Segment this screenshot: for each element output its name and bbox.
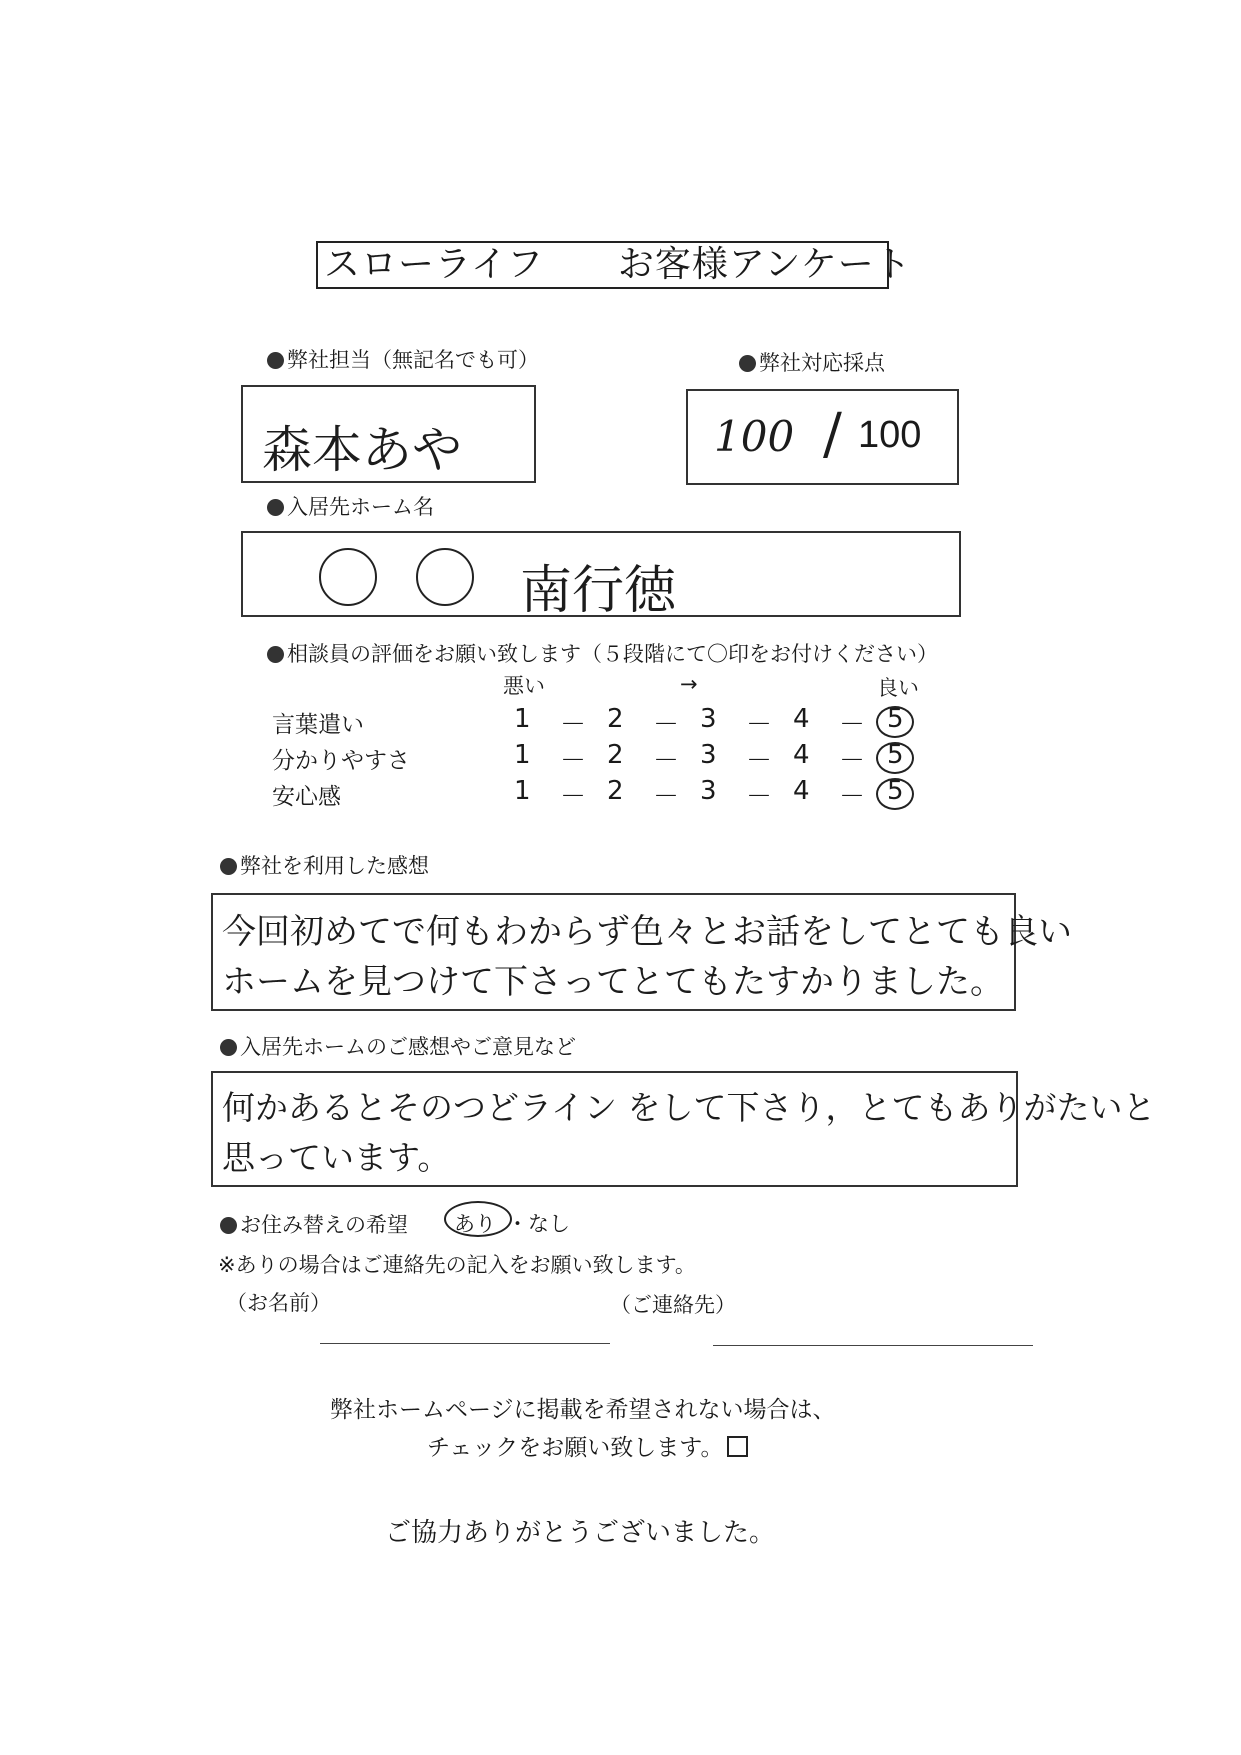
website-checkbox[interactable]	[727, 1436, 748, 1457]
rating-option[interactable]: 5	[887, 704, 904, 734]
thanks-text: ご協力ありがとうございました。	[385, 1518, 776, 1548]
rating-item-label: 分かりやすさ	[272, 748, 410, 774]
staff-name: 森本あや	[262, 421, 462, 479]
home-name: 南行徳	[520, 561, 677, 621]
bullet-icon	[267, 646, 284, 663]
staff-label: 弊社担当（無記名でも可）	[267, 344, 539, 374]
rating-dash: －	[839, 782, 866, 812]
move-label: お住み替えの希望	[220, 1209, 408, 1239]
rating-dash: －	[653, 782, 680, 812]
survey-title	[316, 241, 912, 289]
rating-option[interactable]: 4	[793, 740, 810, 770]
bullet-icon	[220, 858, 237, 875]
title-survey: お客様アンケート	[617, 244, 912, 285]
bullet-icon	[220, 1217, 237, 1234]
rating-dash: －	[653, 746, 680, 776]
rating-dash: －	[746, 746, 773, 776]
title-company: スローライフ	[324, 244, 544, 285]
website-line-2: チェックをお願い致します。	[427, 1429, 748, 1462]
rating-dash: －	[839, 710, 866, 740]
home-opinion-line-1: 何かあるとそのつどライン をして下さり，とてもありがたいと	[222, 1088, 1156, 1127]
impression-line-1: 今回初めてで何もわからず色々とお話をしてとても良い	[222, 912, 1072, 952]
score-value: 100	[714, 412, 795, 461]
impression-label: 弊社を利用した感想	[220, 850, 429, 880]
selected-circle-icon	[876, 742, 914, 774]
website-line-1: 弊社ホームページに掲載を希望されない場合は、	[330, 1397, 836, 1423]
rating-item-label: 言葉遣い	[272, 712, 364, 738]
contact-label: （ご連絡先）	[610, 1293, 736, 1317]
rating-bad-label: 悪い	[503, 674, 545, 698]
rating-option[interactable]: 2	[607, 776, 624, 806]
bullet-icon	[739, 355, 756, 372]
score-slash: /	[823, 402, 842, 467]
rating-option[interactable]: 5	[887, 740, 904, 770]
placeholder-circle-icon	[319, 548, 377, 606]
rating-label: 相談員の評価をお願い致します（５段階にて〇印をお付けください）	[267, 638, 938, 668]
bullet-icon	[267, 499, 284, 516]
move-sep: ・	[507, 1212, 528, 1236]
rating-option[interactable]: 1	[514, 740, 531, 770]
home-label: 入居先ホーム名	[267, 491, 434, 521]
rating-option[interactable]: 5	[887, 776, 904, 806]
move-note: ※ありの場合はご連絡先の記入をお願い致します。	[218, 1253, 696, 1277]
move-no: なし	[528, 1212, 570, 1236]
score-label: 弊社対応採点	[739, 347, 885, 377]
home-opinion-label: 入居先ホームのご感想やご意見など	[220, 1031, 576, 1061]
move-yes: あり	[454, 1212, 496, 1236]
rating-option[interactable]: 2	[607, 740, 624, 770]
rating-option[interactable]: 3	[700, 704, 717, 734]
rating-dash: －	[653, 710, 680, 740]
name-label: （お名前）	[226, 1291, 331, 1315]
score-max: 100	[858, 414, 922, 456]
selected-circle-icon	[876, 778, 914, 810]
bullet-icon	[267, 352, 284, 369]
rating-option[interactable]: 1	[514, 704, 531, 734]
rating-dash: －	[560, 710, 587, 740]
rating-option[interactable]: 1	[514, 776, 531, 806]
rating-option[interactable]: 3	[700, 776, 717, 806]
rating-option[interactable]: 4	[793, 704, 810, 734]
rating-dash: －	[746, 710, 773, 740]
contact-input-line[interactable]	[713, 1345, 1033, 1346]
rating-dash: －	[839, 746, 866, 776]
placeholder-circle-icon	[416, 548, 474, 606]
rating-item-label: 安心感	[272, 784, 341, 810]
rating-dash: －	[560, 746, 587, 776]
home-opinion-line-2: 思っています。	[222, 1138, 451, 1177]
rating-option[interactable]: 2	[607, 704, 624, 734]
rating-dash: －	[746, 782, 773, 812]
rating-dash: －	[560, 782, 587, 812]
rating-good-label: 良い	[877, 676, 919, 700]
rating-arrow: →	[680, 672, 698, 696]
selected-circle-icon	[876, 706, 914, 738]
rating-option[interactable]: 4	[793, 776, 810, 806]
rating-option[interactable]: 3	[700, 740, 717, 770]
name-input-line[interactable]	[320, 1343, 610, 1344]
bullet-icon	[220, 1039, 237, 1056]
impression-line-2: ホームを見つけて下さってとてもたすかりました。	[222, 962, 1004, 1002]
